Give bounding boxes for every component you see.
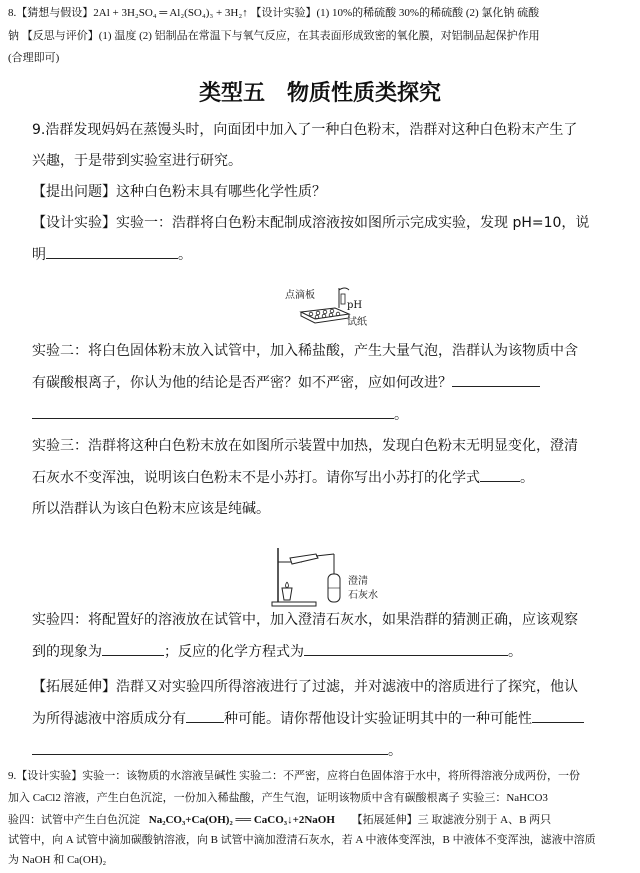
heating-apparatus-figure: [268, 544, 408, 608]
intro-line-1: 9.浩群发现妈妈在蒸馒头时，向面团中加入了一种白色粉末，浩群对这种白色粉末产生了: [32, 122, 578, 138]
limewater-label-2: 石灰水: [348, 590, 378, 601]
experiments-2-3: [32, 341, 632, 519]
experiment-4-line-1: 实验四：将配置好的溶液放在试管中，加入澄清石灰水，如果浩群的猜测正确，应该观察: [32, 612, 578, 628]
experiment-2-line-3: 。: [32, 404, 632, 425]
question-9: [32, 120, 632, 265]
answer-blank-1[interactable]: [46, 244, 178, 259]
experiment-3-line-1: 实验三：浩群将这种白色粉末放在如图所示装置中加热，发现白色粉末无明显变化，澄清: [32, 438, 578, 454]
raise-question: 【提出问题】这种白色粉末具有哪些化学性质？: [32, 184, 326, 200]
answer-blank-5b[interactable]: [532, 708, 584, 723]
test-paper-label: 试纸: [347, 317, 367, 328]
experiment-4-and-extension: [32, 610, 632, 761]
answer-line-3: 验四：试管中产生白色沉淀 Na₂CO₃+Ca(OH)₂ ══ CaCO₃↓+2NaOH 【拓展延伸】三 取滤液分别于 A、B 两只: [8, 814, 552, 826]
experiment-2-line-2: 有碳酸根离子，你认为他的结论是否严密？如不严密，应如何改进？: [32, 372, 632, 393]
answer-line-1: 9.【设计实验】实验一：该物质的水溶液呈碱性 实验二：不严密，应将白色固体溶于水中，将所得溶液分成两份，一份: [8, 770, 580, 782]
section-title: 类型五 物质性质类探究: [198, 81, 441, 106]
previous-answer-line-3: (合理即可): [8, 52, 60, 64]
experiment-3-line-2: 石灰水不变浑浊，说明该白色粉末不是小苏打。请你写出小苏打的化学式 。: [32, 467, 632, 488]
extension-line-1: 【拓展延伸】浩群又对实验四所得溶液进行了过滤，并对滤液中的溶质进行了探究，他认: [32, 679, 578, 695]
answer-blank-2b[interactable]: [32, 404, 394, 419]
ph-label: pH: [347, 300, 363, 311]
experiment-3-line-3: 所以浩群认为该白色粉末应该是纯碱。: [32, 501, 270, 517]
answer-line-4: 试管中，向 A 试管中滴加碳酸钠溶液，向 B 试管中滴加澄清石灰水，若 A 中液体变浑浊，B 中液体不变浑浊，滤液中溶质: [8, 834, 596, 846]
answer-line-5: 为 NaOH 和 Ca(OH)₂: [8, 854, 107, 866]
extension-line-2: 为所得滤液中溶质成分有 种可能。请你帮他设计实验证明其中的一种可能性: [32, 708, 632, 729]
previous-answer-line-2: 钠 【反思与评价】(1) 温度 (2) 铝制品在常温下与氧气反应，在其表面形成致密的氧化膜，对铝制品起保护作用: [8, 30, 540, 42]
answer-line-2: 加入 CaCl2 溶液，产生白色沉淀，一份加入稀盐酸，产生气泡，证明该物质中含有碳酸根离子 实验三：NaHCO3: [8, 792, 548, 804]
intro-line-2: 兴趣，于是带到实验室进行研究。: [32, 153, 242, 169]
answer-blank-4a[interactable]: [102, 641, 164, 656]
experiment-2-line-1: 实验二：将白色固体粉末放入试管中，加入稀盐酸，产生大量气泡，浩群认为该物质中含: [32, 343, 578, 359]
spot-plate-figure: [285, 282, 395, 330]
spot-plate-icon: [295, 286, 355, 326]
answer-blank-5a[interactable]: [186, 708, 224, 723]
previous-answer-line-1: 8.【猜想与假设】2Al + 3H₂SO₄ ═ Al₂(SO₄)₃ + 3H₂↑ 【设计实验】(1) 10%的稀硫酸 30%的稀硫酸 (2) 氯化钠 硫酸: [8, 7, 540, 19]
answer-blank-5c[interactable]: [32, 740, 388, 755]
reaction-equation: Na₂CO₃+Ca(OH)₂ ══ CaCO₃↓+2NaOH: [148, 814, 335, 826]
answer-blank-2a[interactable]: [452, 372, 540, 387]
heating-apparatus-icon: [268, 544, 354, 608]
experiment-1-line-1: 【设计实验】实验一：浩群将白色粉末配制成溶液按如图所示完成实验，发现 pH=10，说: [32, 215, 590, 231]
spot-plate-label: 点滴板: [285, 290, 315, 301]
experiment-1-line-2: 明 。: [32, 244, 632, 265]
experiment-4-line-2: 到的现象为 ；反应的化学方程式为 。: [32, 641, 632, 662]
extension-line-3: 。: [32, 740, 632, 761]
previous-answer: [8, 6, 636, 65]
limewater-label-1: 澄清: [348, 576, 368, 587]
answer-key-9: [8, 769, 636, 867]
answer-blank-3[interactable]: [480, 467, 520, 482]
answer-blank-4b[interactable]: [304, 641, 508, 656]
